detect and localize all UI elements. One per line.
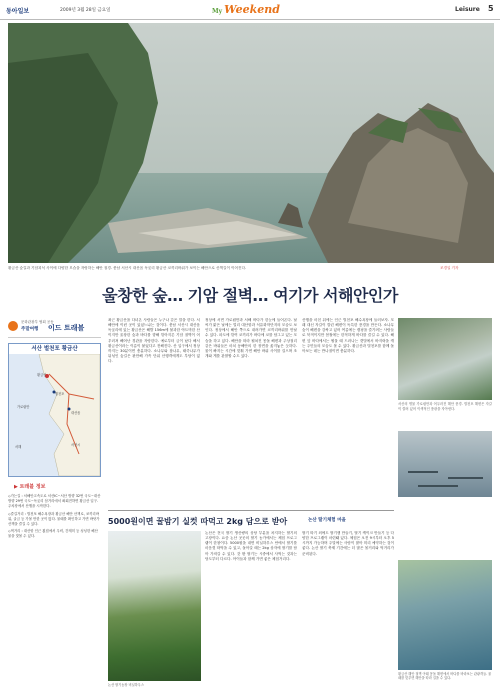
logo-mark-icon (8, 321, 18, 331)
article-column-1: 최근 황금산을 다녀온 사람들은 누구나 같은 말을 한다. 서해안에 이런 곳이 있었느냐는 것이다. 충남 서산시 대산읍 독곶리에 있는 황금산은 해발 156m에 불과한 야트막한 산이지만 울창한 숲과 바다를 향해 깎아지른 기암 절벽이 어우러져 빼어난 경관을 자랑한다. 예로부터 금이 났다 해서 황금산이라는 이름이 붙었다고 전해진다. 산 입구에서 정상까지는 30분이면 충분하다. 소나무와 참나무, 때죽나무가 뒤섞인 숲길은 완만해 가족 단위 산행객에게도 부담이 없다. (108, 318, 200, 364)
strawberry-photo-caption: 논산 딸기농장 비닐하우스 (108, 683, 144, 687)
map-label: 벌천포 (55, 392, 65, 396)
coast-photo (398, 318, 492, 400)
weekend-label: Weekend (224, 3, 280, 16)
map-title: 서산 벌천포 황금산 (9, 344, 100, 354)
masthead (0, 0, 500, 20)
strawberry-farm-photo (108, 531, 201, 681)
map-label: 가로림만 (17, 405, 30, 409)
hero-caption: 황금산 숲길과 기암괴석 사이에 다양한 모습을 자랑하는 해안 절경. 충남 서산시 대산읍 독곶리 황금산 코끼리바위가 보이는 해안으로 산책길이 이어진다. (8, 266, 247, 270)
issue-date: 2009년 3월 28일 금요일 (60, 8, 111, 13)
map-label: 서산시 (71, 443, 81, 447)
beach-photo (398, 560, 492, 670)
weekend-prefix: My (212, 8, 223, 15)
travel-info-item: ◇먹거리 : 대산항 인근 횟집에서 우럭, 간재미 등 싱싱한 해산물을 맛볼 수 있다. (8, 529, 98, 539)
travel-info-item: ◇즐길거리 : 벌천포 해수욕장과 황금산 해안 산책로, 코끼리바위, 굴금 등 가볼 만한 곳이 많다. 물때를 확인하고 가면 바닷가 산책을 즐길 수 있다. (8, 511, 100, 527)
map-label: 대산읍 (71, 411, 81, 415)
sidebar (8, 318, 101, 542)
map-label: 황금산 (37, 373, 47, 377)
right-photo-column (398, 318, 492, 497)
newspaper-name: 동아일보 (6, 8, 30, 15)
logo-title: 이드 트래블 (48, 324, 85, 332)
tidal-flat-photo (398, 431, 492, 497)
article-column-6: 딸기 따기 외에도 딸기잼 만들기, 딸기 케이크 만들기 등 다양한 프로그램이 마련돼 있다. 체험은 오전 9시부터 오후 5시까지 가능하며 주말에는 사람이 많아 미리 예약하는 것이 좋다. 논산 딸기 축제 기간에는 더 많은 볼거리와 먹거리가 준비된다. (302, 531, 394, 556)
map-label: 서해 (15, 445, 22, 449)
travel-info-heading: ▶ 트래블 정보 (14, 484, 46, 490)
location-map (8, 343, 101, 477)
sub-headline (108, 516, 394, 527)
headline: 울창한 숲… 기암 절벽… 여기가 서해안인가 (102, 286, 398, 305)
sub-headline-text: 5000원이면 꿀밤기 실컷 따먹고 2kg 담으로 받아 (108, 517, 288, 526)
photo-credit: 조경일 기자 (440, 266, 459, 270)
section-divider (108, 510, 394, 511)
section-label: Leisure (455, 6, 480, 13)
page-number: 5 (488, 4, 494, 13)
map-graphic (9, 354, 100, 476)
hero-photo (8, 23, 494, 263)
article-column-3: 산행을 마친 뒤에는 인근 벌천포 해수욕장에 들러보자. 모래 대신 자갈이 깔린 해변이 독특한 풍경을 만든다. 소나무 숲이 해변을 감싸고 있어 여름에는 캠핑을 즐기려는 사람들로 북적이지만 봄철에는 한적하게 바다를 즐길 수 있다. 해변 앞 바다에서는 썰물 때 드러나는 갯벌에서 바지락을 캐는 주민들의 모습도 볼 수 있다. 황금산과 벌천포를 함께 돌아보는 데는 반나절이면 충분하다. (302, 318, 394, 353)
travel-info-item: ◇가는길 : 서해안고속도로 서산IC~서산 방향 32번 국도~대산 방향 29번 국도~독곶리 삼거리에서 좌회전하면 황금산 입구. 주차장에서 산행을 시작한다. (8, 494, 101, 509)
coastal-cliff-illustration (8, 23, 494, 263)
sub-headline-tag: 논산 딸기체험 마을 (308, 518, 346, 523)
logo-weekend: 주말여행 (21, 327, 39, 332)
travel-logo (8, 318, 101, 338)
article-column-2: 정상에 서면 가로림만과 서해 바다가 한눈에 들어온다. 날씨가 맑은 날에는 멀리 대산항과 석유화학단지의 모습도 보인다. 정상에서 해안 쪽으로 내려가면 코끼리바위를 만날 수 있다. 파도에 깎여 코끼리가 바다에 코를 담그고 있는 모습을 하고 있다. 해안을 따라 펼쳐진 몽돌 해변과 주상절리 같은 바위들은 마치 동해안의 한 장면을 옮겨놓은 듯하다. 물이 빠지는 시간에 맞춰 가면 해안 바위 사이를 걸으며 조개와 게를 관찰할 수도 있다. (205, 318, 297, 359)
weekend-logo (212, 3, 280, 16)
coast-photo-caption: 서산의 명물 가로림만과 어우러진 해안 풍경. 벌천포 해변은 자갈이 깔려 있어 이색적인 풍광을 자아낸다. (398, 402, 492, 411)
logo-subtitle: 문화관광부 협회 공동 (21, 320, 54, 324)
travel-info (8, 494, 101, 540)
article-column-5: 논산은 전국 딸기 생산량의 상당 부분을 차지하는 딸기의 고장이다. 요즘 논산 곳곳의 딸기 농가에서는 체험 프로그램이 한창이다. 5000원을 내면 비닐하우스 안에서 딸기를 마음껏 따먹을 수 있고, 돌아갈 때는 2kg 상자에 딸기를 담아 가져갈 수 있다. 갓 딴 딸기는 시중에서 사먹는 것과는 당도부터 다르다. 아이들과 함께 가면 좋은 체험거리다. (205, 531, 297, 561)
beach-photo-caption: 황금산 해안 절벽 아래 몽돌 해변에서 바다를 바라보는 관광객들. 물때를 맞추면 해안을 따라 걸을 수 있다. (398, 672, 492, 681)
